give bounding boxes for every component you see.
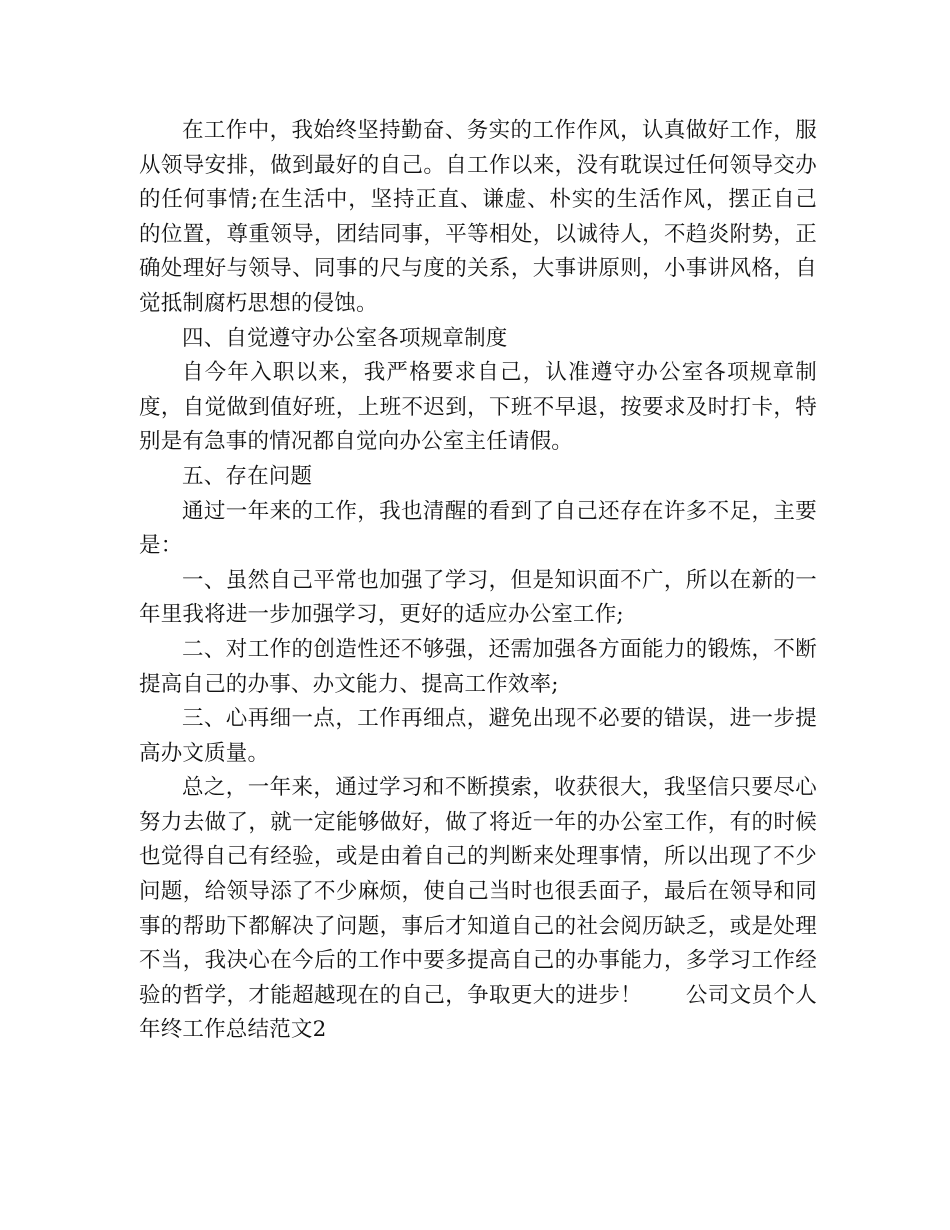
paragraph-office-rules: 自今年入职以来，我严格要求自己，认准遵守办公室各项规章制度，自觉做到值好班，上班不迟到，下班不早退，按要求及时打卡，特别是有急事的情况都自觉向办公室主任请假。 (139, 360, 817, 455)
paragraph-problem-one: 一、虽然自己平常也加强了学习，但是知识面不广，所以在新的一年里我将进一步加强学习，更好的适应办公室工作; (139, 567, 817, 628)
paragraph-problems-intro: 通过一年来的工作，我也清醒的看到了自己还存在许多不足，主要是： (139, 498, 817, 559)
document-body (139, 114, 817, 1048)
heading-existing-problems: 五、存在问题 (182, 463, 313, 489)
heading-office-rules: 四、自觉遵守办公室各项规章制度 (182, 325, 508, 351)
paragraph-conclusion: 总之，一年来，通过学习和不断摸索，收获很大，我坚信只要尽心努力去做了，就一定能够做好，做了将近一年的办公室工作，有的时候也觉得自己有经验，或是由着自己的判断来处理事情，所以出现了不少问题，给领导添了不少麻烦，使自己当时也很丢面子，最后在领导和同事的帮助下都解决了问题，事后才知道自己的社会阅历缺乏，或是处理不当，我决心在今后的工作中要多提高自己的办事能力，多学习工作经验的哲学，才能超越现在的自己，争取更大的进步！ 公司文员个人年终工作总结范文2 (139, 775, 817, 1043)
paragraph-work-style: 在工作中，我始终坚持勤奋、务实的工作作风，认真做好工作，服从领导安排，做到最好的自己。自工作以来，没有耽误过任何领导交办的任何事情;在生活中，坚持正直、谦虚、朴实的生活作风，摆正自己的位置，尊重领导，团结同事，平等相处，以诚待人，不趋炎附势，正确处理好与领导、同事的尺与度的关系，大事讲原则，小事讲风格，自觉抵制腐朽思想的侵蚀。 (139, 118, 817, 316)
paragraph-problem-two: 二、对工作的创造性还不够强，还需加强各方面能力的锻炼，不断提高自己的办事、办文能力、提高工作效率; (139, 636, 817, 697)
paragraph-problem-three: 三、心再细一点，工作再细点，避免出现不必要的错误，进一步提高办文质量。 (139, 706, 817, 766)
